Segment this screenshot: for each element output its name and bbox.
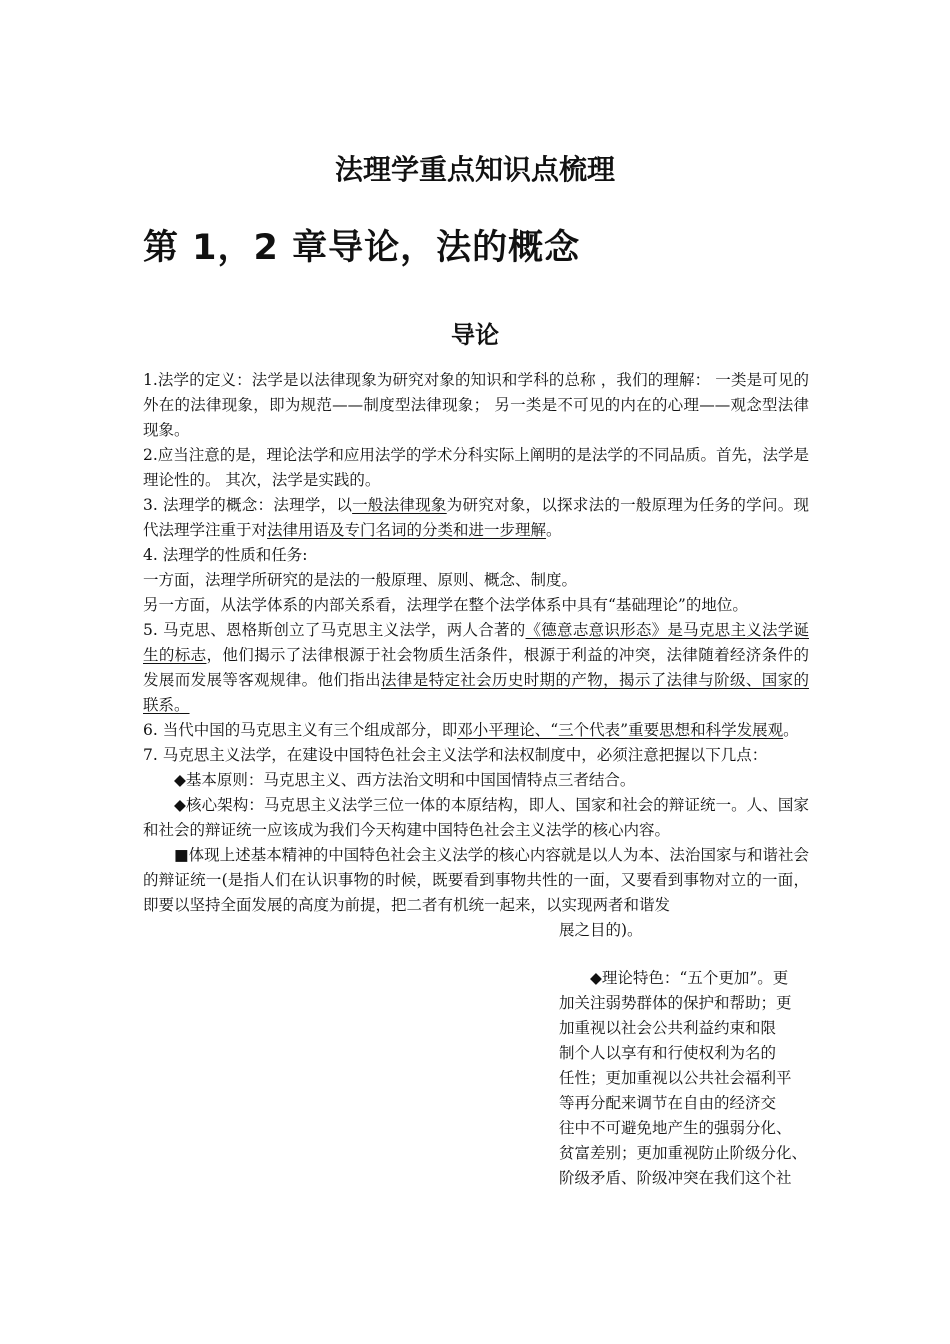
narrow-line: 加重视以社会公共利益约束和限 <box>559 1019 777 1037</box>
p3-text-a: 3. 法理学的概念：法理学，以 <box>143 496 353 514</box>
p3-underline-1: 一般法律现象 <box>352 496 447 514</box>
chapter-heading: 第 1，2 章导论，法的概念 <box>143 228 581 268</box>
p6-text-c: 。 <box>783 721 799 739</box>
paragraph-6 <box>143 718 809 743</box>
narrow-line: 任性；更加重视以公共社会福利平 <box>559 1069 792 1087</box>
narrow-line: ◆理论特色：“五个更加”。更 <box>590 969 789 987</box>
paragraph-5 <box>143 618 809 718</box>
bullet-core-content-tail: 展之目的)。 <box>559 921 643 939</box>
bullet-core-structure: ◆核心架构：马克思主义法学三位一体的本原结构，即人、国家和社会的辩证统一。人、国家和社会的辩证统一应该成为我们今天构建中国特色社会主义法学的核心内容。 <box>143 796 809 839</box>
p5-text-c: ，他们揭示了法律根源于社会物质生活条件，根源于利益的冲突，法律随着经济条件的发展而发展等客观规律。他们指出 <box>143 646 809 689</box>
p3-underline-2: 法律用语及专门名词的分类和进一步理解 <box>267 521 547 539</box>
section-heading: 导论 <box>451 321 499 349</box>
p5-text-a: 5. 马克思、恩格斯创立了马克思主义法学，两人合著的 <box>143 621 526 639</box>
paragraph-7: 7. 马克思主义法学，在建设中国特色社会主义法学和法权制度中，必须注意把握以下几点： <box>143 746 768 764</box>
p5-underline-1: 《德意志意识形态》是马克思主义法学诞生的标志 <box>143 621 809 664</box>
paragraph-4: 4. 法理学的性质和任务: <box>143 546 308 564</box>
narrow-line: 等再分配来调节在自由的经济交 <box>559 1094 777 1112</box>
body-text <box>143 368 809 943</box>
p5-underline-2: 法律是特定社会历史时期的产物，揭示了法律与阶级、国家的联系。 <box>143 671 809 714</box>
paragraph-1: 1.法学的定义：法学是以法律现象为研究对象的知识和学科的总称 ，我们的理解： 一类是可见的外在的法律现象，即为规范——制度型法律现象； 另一类是不可见的内在的心理——观念型法律现象。 <box>143 371 809 439</box>
narrow-line: 往中不可避免地产生的强弱分化、 <box>559 1119 792 1137</box>
paragraph-4a: 一方面，法理学所研究的是法的一般原理、原则、概念、制度。 <box>143 571 578 589</box>
paragraph-3 <box>143 493 809 543</box>
p6-text-a: 6. 当代中国的马克思主义有三个组成部分，即 <box>143 721 458 739</box>
bullet-core-content: ■体现上述基本精神的中国特色社会主义法学的核心内容就是以人为本、法治国家与和谐社会的辩证统一(是指人们在认识事物的时候，既要看到事物共性的一面，又要看到事物对立的一面，即要以坚持全面发展的高度为前提，把二者有机统一起来，以实现两者和谐发 <box>143 846 809 914</box>
p3-text-c: 为研究对象，以探求法的一般原理为任务的学问。现代法理学注重于对 <box>143 496 809 539</box>
narrow-line: 制个人以享有和行使权利为名的 <box>559 1044 777 1062</box>
paragraph-2: 2.应当注意的是，理论法学和应用法学的学术分科实际上阐明的是法学的不同品质。首先，法学是理论性的。 其次，法学是实践的。 <box>143 446 809 489</box>
theory-feature-column <box>559 966 811 1191</box>
paragraph-4b: 另一方面，从法学体系的内部关系看，法理学在整个法学体系中具有“基础理论”的地位。 <box>143 596 748 614</box>
document-title: 法理学重点知识点梳理 <box>334 153 615 186</box>
p6-underline: 邓小平理论、“三个代表”重要思想和科学发展观 <box>457 721 784 739</box>
narrow-line: 贫富差别；更加重视防止阶级分化、 <box>559 1144 808 1162</box>
narrow-line: 加关注弱势群体的保护和帮助；更 <box>559 994 792 1012</box>
narrow-line: 阶级矛盾、阶级冲突在我们这个社 <box>559 1169 792 1187</box>
bullet-basic-principle: ◆基本原则：马克思主义、西方法治文明和中国国情特点三者结合。 <box>174 771 636 789</box>
p3-text-e: 。 <box>546 521 562 539</box>
